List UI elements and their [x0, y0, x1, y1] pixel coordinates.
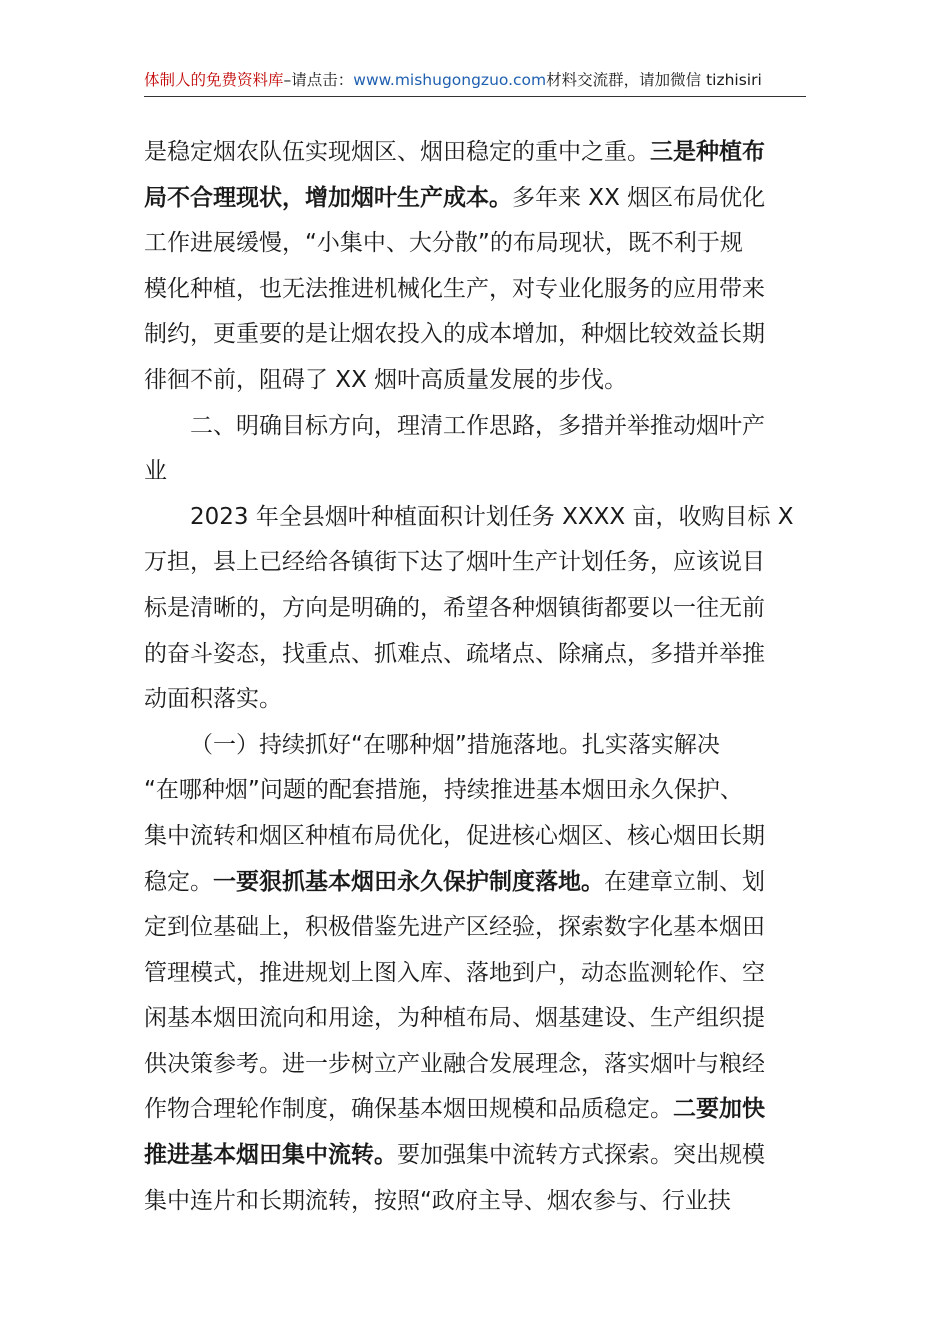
text-line — [144, 176, 808, 222]
bold-text-segment: 推进基本烟田集中流转。 — [144, 1142, 397, 1169]
header-separator: –请点击： — [283, 71, 354, 89]
text-segment: 闲基本烟田流向和用途，为种植布局、烟基建设、生产组织提 — [144, 1005, 765, 1032]
text-segment: 供决策参考。进一步树立产业融合发展理念，落实烟叶与粮经 — [144, 1050, 765, 1077]
document-body — [144, 130, 808, 1224]
text-line — [144, 632, 808, 678]
text-line — [144, 1133, 808, 1179]
header-tail: 材料交流群，请加微信 tizhisiri — [546, 71, 762, 89]
text-segment: 集中连片和长期流转，按照“政府主导、烟农参与、行业扶 — [144, 1187, 731, 1214]
text-segment: 徘徊不前，阻碍了 XX 烟叶高质量发展的步伐。 — [144, 366, 628, 393]
text-line — [144, 358, 808, 404]
header-brand: 体制人的免费资料库 — [144, 71, 284, 89]
text-segment: 标是清晰的，方向是明确的，希望各种烟镇街都要以一往无前 — [144, 594, 765, 621]
text-segment: 业 — [144, 458, 167, 485]
text-line — [144, 586, 808, 632]
text-segment: 是稳定烟农队伍实现烟区、烟田稳定的重中之重。 — [144, 139, 650, 165]
text-segment: 二、明确目标方向，理清工作思路，多措并举推动烟叶产 — [190, 412, 765, 439]
text-segment: （一）持续抓好“在哪种烟”措施落地。扎实落实解决 — [190, 731, 720, 758]
text-segment: 作物合理轮作制度，确保基本烟田规模和品质稳定。 — [144, 1096, 673, 1123]
text-segment: 动面积落实。 — [144, 686, 282, 713]
text-line — [144, 404, 808, 450]
text-segment: 管理模式，推进规划上图入库、落地到户，动态监测轮作、空 — [144, 959, 765, 986]
text-segment: 集中流转和烟区种植布局优化，促进核心烟区、核心烟田长期 — [144, 822, 765, 849]
text-segment: 要加强集中流转方式探索。突出规模 — [397, 1142, 765, 1169]
text-segment: 2023 年全县烟叶种植面积计划任务 XXXX 亩，收购目标 X — [190, 503, 794, 530]
text-segment: 工作进展缓慢，“小集中、大分散”的布局现状，既不利于规 — [144, 230, 743, 257]
text-segment: 稳定。 — [144, 868, 213, 895]
text-line — [144, 996, 808, 1042]
text-line — [144, 130, 808, 176]
text-line — [144, 495, 808, 541]
text-segment: 万担，县上已经给各镇街下达了烟叶生产计划任务，应该说目 — [144, 549, 765, 576]
header-link[interactable]: www.mishugongzuo.com — [353, 71, 547, 89]
text-line — [144, 860, 808, 906]
text-line — [144, 723, 808, 769]
text-line — [144, 312, 808, 358]
text-line — [144, 1087, 808, 1133]
text-line — [144, 768, 808, 814]
text-line — [144, 449, 808, 495]
text-line — [144, 267, 808, 313]
page-header — [144, 66, 806, 97]
text-segment: 制约，更重要的是让烟农投入的成本增加，种烟比较效益长期 — [144, 321, 765, 348]
text-segment: 多年来 XX 烟区布局优化 — [512, 184, 766, 211]
text-line — [144, 1042, 808, 1088]
text-line — [144, 677, 808, 723]
text-line — [144, 905, 808, 951]
text-segment: 模化种植，也无法推进机械化生产，对专业化服务的应用带来 — [144, 275, 765, 302]
text-segment: 的奋斗姿态，找重点、抓难点、疏堵点、除痛点，多措并举推 — [144, 640, 765, 667]
bold-text-segment: 一要狠抓基本烟田永久保护制度落地。 — [213, 868, 604, 895]
bold-text-segment: 三是种植布 — [650, 139, 765, 165]
bold-text-segment: 二要加快 — [673, 1096, 765, 1123]
text-line — [144, 221, 808, 267]
text-segment: “在哪种烟”问题的配套措施，持续推进基本烟田永久保护、 — [144, 777, 743, 804]
text-line — [144, 951, 808, 997]
text-line — [144, 814, 808, 860]
text-segment: 定到位基础上，积极借鉴先进产区经验，探索数字化基本烟田 — [144, 914, 765, 941]
text-line — [144, 1179, 808, 1225]
bold-text-segment: 局不合理现状，增加烟叶生产成本。 — [144, 184, 512, 211]
text-segment: 在建章立制、划 — [604, 868, 765, 895]
text-line — [144, 540, 808, 586]
